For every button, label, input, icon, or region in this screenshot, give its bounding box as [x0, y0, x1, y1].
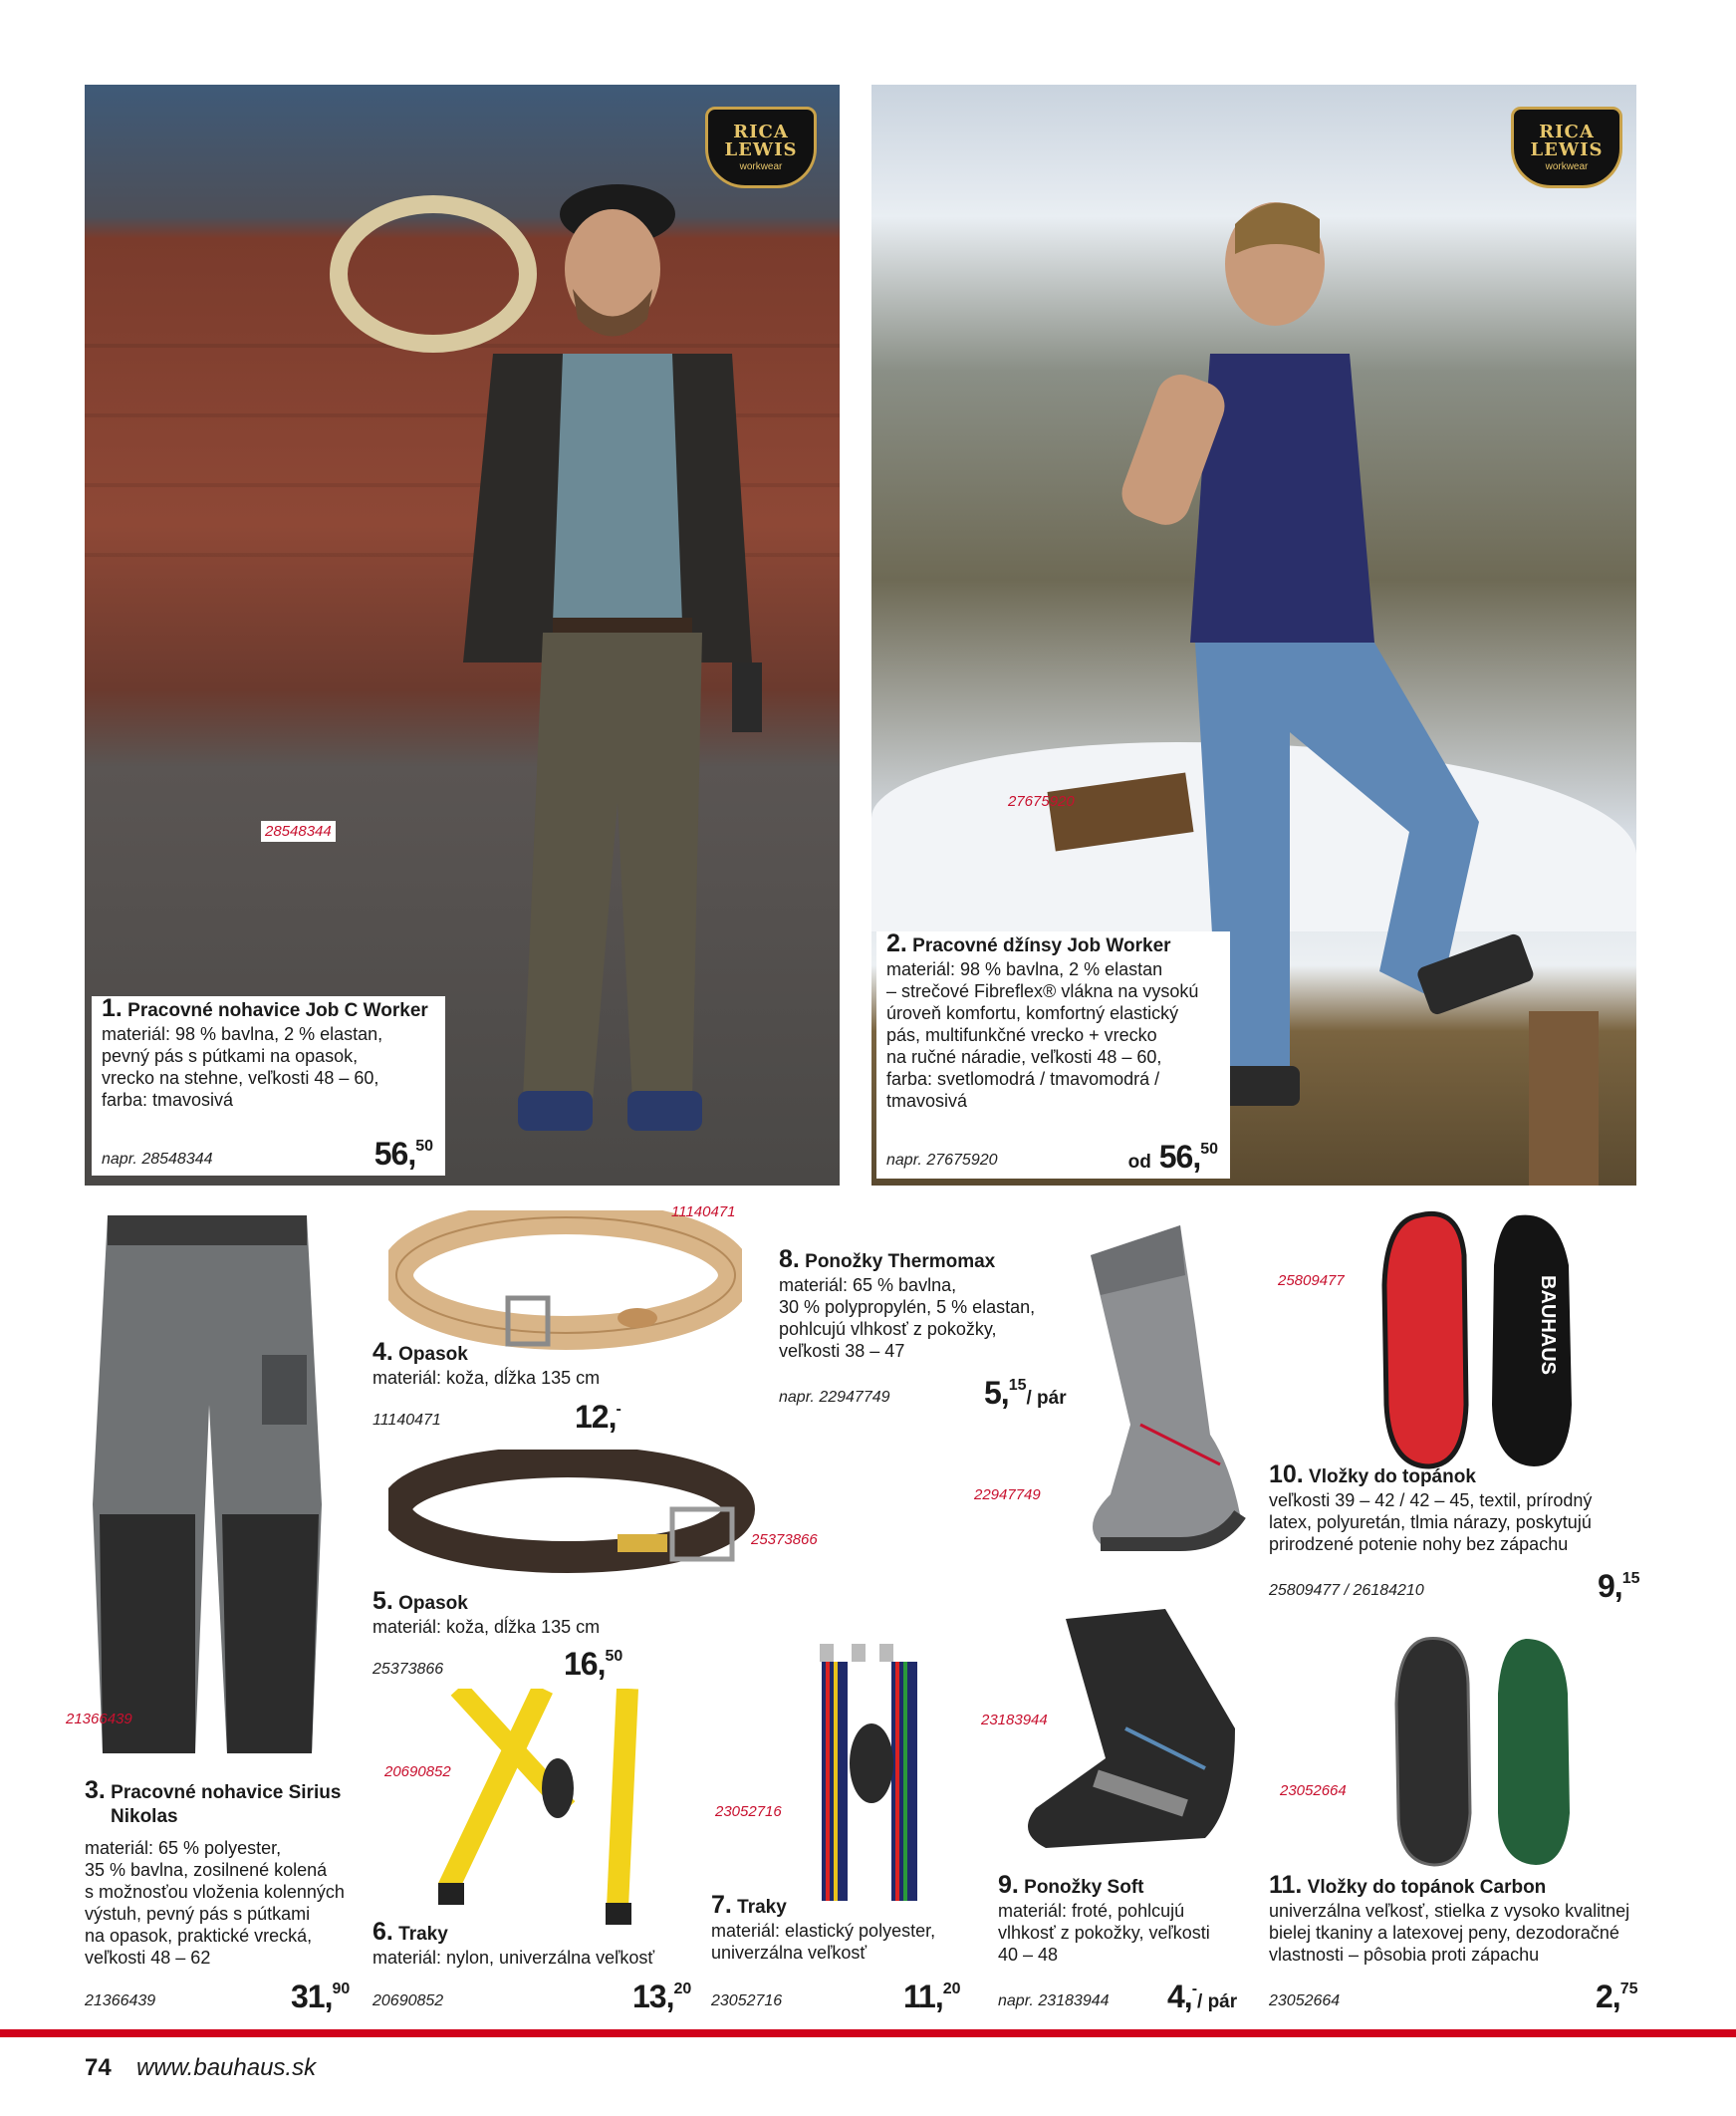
product-desc: materiál: koža, dĺžka 135 cm [372, 1368, 601, 1388]
code-tag: 28548344 [261, 821, 336, 842]
price: 31,90 [291, 1979, 351, 2014]
product-desc: materiál: nylon, univerzálna veľkosť [372, 1948, 655, 1968]
order-number: 11140471 [372, 1412, 441, 1429]
product-11-info [1269, 1873, 1667, 1966]
page-number: 74 [85, 2054, 112, 2081]
order-number: 21366439 [85, 1992, 156, 2009]
product-title: 6. Traky [372, 1918, 448, 1946]
product-desc: veľkosti 39 – 42 / 42 – 45, textil, prírodný latex, polyuretán, tlmia nárazy, poskytujú prirodzené potenie nohy bez zápachu [1269, 1490, 1593, 1554]
product-title: 7. Traky [711, 1891, 787, 1919]
product-desc: materiál: 98 % bavlna, 2 % elastan – strečové Fibreflex® vlákna na vysokú úroveň komfortu, komfortný elastický pás, multifunkčné vrecko + vrecko na ručné náradie, veľkosti 48 – 60, farba: svetlomodrá / tmavomodrá / tmavosivá [886, 959, 1199, 1111]
product-desc: univerzálna veľkosť, stielka z vysoko kvalitnej bielej tkaniny a latexovej peny, dezodoračné vlastnosti – pôsobia proti zápachu [1269, 1901, 1630, 1965]
code-tag: 20690852 [384, 1763, 451, 1780]
code-tag: 25373866 [751, 1531, 818, 1548]
order-number: napr. 22947749 [779, 1389, 890, 1406]
product-desc: materiál: elastický polyester, univerzálna veľkosť [711, 1921, 936, 1963]
product-image-leather-belt-tan [388, 1210, 742, 1350]
code-tag: 25809477 [1278, 1272, 1345, 1289]
product-title: 8. Ponožky Thermomax [779, 1245, 996, 1273]
product-image-carbon-insoles [1386, 1634, 1576, 1868]
product-image-soft-socks [1006, 1609, 1245, 1858]
code-tag: 22947749 [974, 1486, 1041, 1503]
price: 2,75 [1596, 1979, 1638, 2014]
product-image-leather-belt-dark [388, 1450, 767, 1589]
price: 56,50 [373, 1136, 433, 1172]
code-tag: 23052716 [715, 1803, 782, 1820]
code-tag: 23183944 [981, 1712, 1048, 1728]
code-tag: 21366439 [66, 1711, 132, 1727]
code-tag: 27675920 [1008, 793, 1075, 810]
product-9-info [998, 1873, 1267, 1966]
order-number: napr. 28548344 [102, 1151, 213, 1168]
footer-divider [0, 2029, 1736, 2037]
product-title: 3. Pracovné nohavice Sirius Nikolas [85, 1776, 342, 1827]
price: 5,15/ pár [984, 1375, 1067, 1411]
order-number: 20690852 [372, 1992, 444, 2009]
product-image-sirius-trousers [88, 1205, 327, 1763]
product-6-info [372, 1920, 701, 1969]
product-image-thermomax-socks [1071, 1225, 1260, 1554]
price: 9,15 [1598, 1568, 1640, 1604]
product-title: 5. Opasok [372, 1587, 468, 1615]
price: 12,- [575, 1399, 621, 1435]
order-number: 23052716 [711, 1992, 783, 2009]
product-image-striped-braces [812, 1644, 931, 1923]
product-2-info [876, 931, 1230, 1179]
price: 16,50 [564, 1646, 623, 1682]
price: 13,20 [632, 1979, 692, 2014]
price: 4,-/ pár [1167, 1979, 1238, 2014]
product-title: 2. Pracovné džínsy Job Worker [886, 929, 1171, 957]
website-link[interactable]: www.bauhaus.sk [136, 2054, 317, 2081]
product-image-yellow-braces [418, 1689, 677, 1928]
product-1-info [92, 996, 445, 1176]
product-3-info [85, 1778, 349, 1969]
product-desc: materiál: 98 % bavlna, 2 % elastan, pevný pás s pútkami na opasok, vrecko na stehne, veľkosti 48 – 60, farba: tmavosivá [102, 1024, 383, 1110]
insole-brand-text: BAUHAUS [1537, 1275, 1559, 1375]
price: 11,20 [903, 1979, 961, 2014]
product-image-bauhaus-insoles [1374, 1205, 1584, 1469]
product-8-info [779, 1247, 1068, 1362]
product-7-info [711, 1893, 980, 1964]
product-desc: materiál: koža, dĺžka 135 cm [372, 1617, 601, 1637]
product-desc: materiál: froté, pohlcujú vlhkosť z pokožky, veľkosti 40 – 48 [998, 1901, 1210, 1965]
product-desc: materiál: 65 % bavlna, 30 % polypropylén, 5 % elastan, pohlcujú vlhkosť z pokožky, veľkosti 38 – 47 [779, 1275, 1036, 1361]
product-title: 11. Vložky do topánok Carbon [1269, 1871, 1547, 1899]
code-tag: 11140471 [671, 1203, 736, 1220]
product-4-info [372, 1340, 641, 1389]
product-10-info [1269, 1462, 1667, 1555]
order-number: 25373866 [372, 1661, 444, 1678]
order-number: napr. 23183944 [998, 1992, 1110, 2009]
order-number: 25809477 / 26184210 [1269, 1582, 1424, 1599]
code-tag: 23052664 [1280, 1782, 1347, 1799]
product-title: 10. Vložky do topánok [1269, 1460, 1476, 1488]
product-desc: materiál: 65 % polyester, 35 % bavlna, zosilnené kolená s možnosťou vloženia kolenných výstuh, pevný pás s pútkami na opasok, praktické vrecká, veľkosti 48 – 62 [85, 1838, 345, 1968]
product-title: 4. Opasok [372, 1338, 468, 1366]
price: od 56,50 [1127, 1139, 1218, 1175]
order-number: 23052664 [1269, 1992, 1341, 2009]
rica-lewis-logo: RICA LEWIS workwear [705, 107, 817, 188]
product-title: 1. Pracovné nohavice Job C Worker [102, 994, 428, 1022]
product-title: 9. Ponožky Soft [998, 1871, 1144, 1899]
rica-lewis-logo: RICA LEWIS workwear [1511, 107, 1622, 188]
order-number: napr. 27675920 [886, 1152, 998, 1169]
product-5-info [372, 1589, 641, 1638]
